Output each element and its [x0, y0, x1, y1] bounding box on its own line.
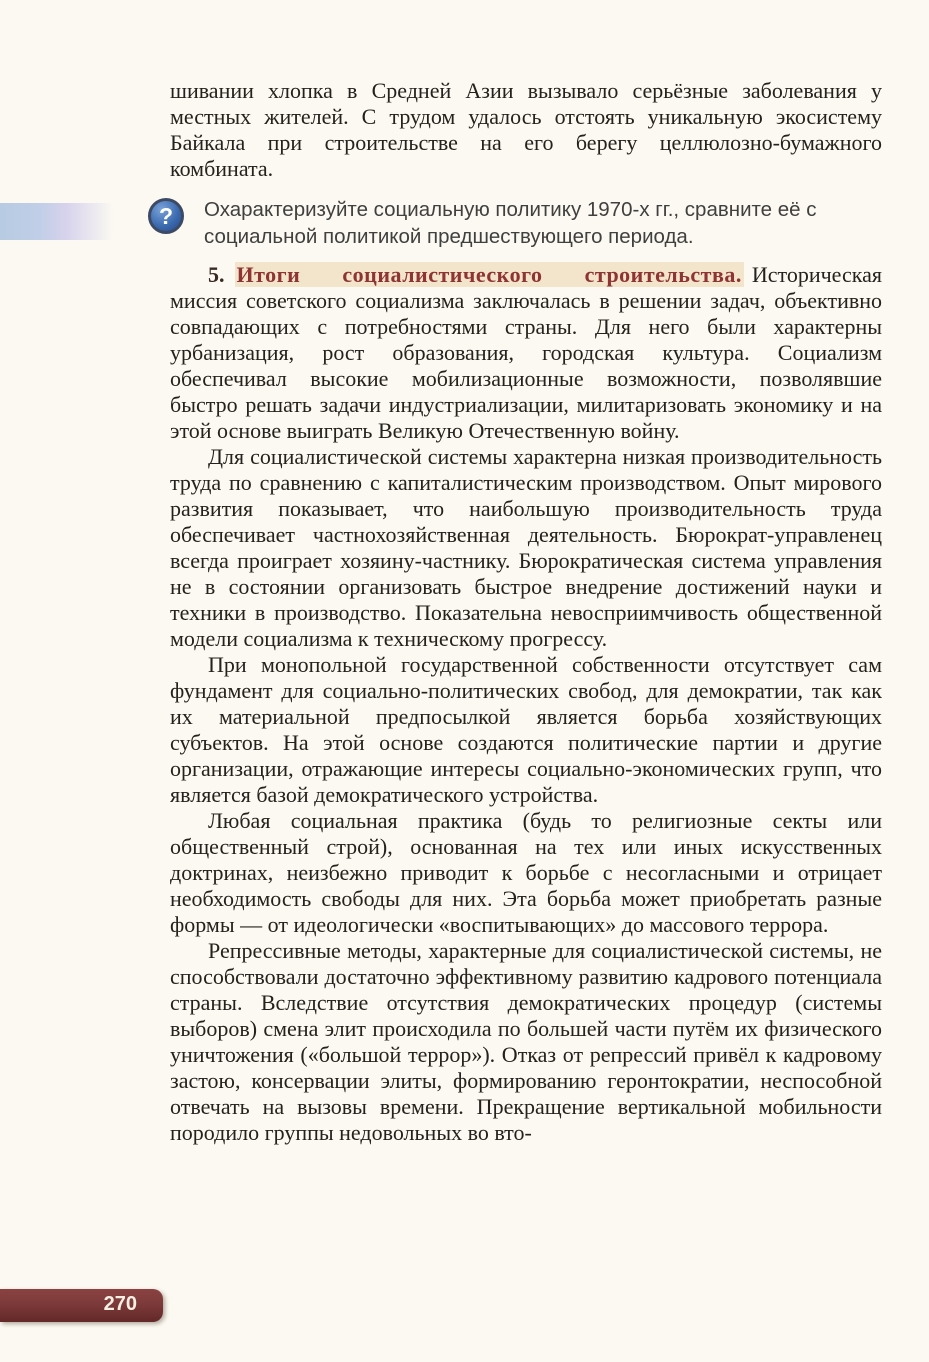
body-paragraph: При монопольной государственной собственности отсутствует сам фундамент для социально-политических свобод, для демократии, так как их материальной предпосылкой является борьба хозяйствующих субъектов. На этой основе создаются политические партии и другие организации, отражающие интересы социально-экономических групп, что является базой демократического устройства.: [170, 652, 882, 807]
body-paragraph: Для социалистической системы характерна низкая производительность труда по сравнению с капиталистическим производством. Опыт мирового развития показывает, что наибольшую производительность труда обеспечивает частнохозяйственная деятельность. Бюрократ-управленец всегда проиграет хозяину-частнику. Бюрократическая система управления не в состоянии организовать быстрое внедрение достижений науки и техники в производство. Показательна невосприимчивость общественной модели социализма к техническому прогрессу.: [170, 444, 882, 651]
body-paragraph: Репрессивные методы, характерные для социалистической системы, не способствовали достаточно эффективному развитию кадрового потенциала страны. Вследствие отсутствия демократических процедур (системы выборов) смена элит происходила по большей части путём их физического уничтожения («большой террор»). Отказ от репрессий привёл к кадровому застою, консервации элиты, формированию геронтократии, неспособной отвечать на вызовы времени. Прекращение вертикальной мобильности породило группы недовольных во вто-: [170, 938, 882, 1145]
paragraph-continuation: шивании хлопка в Средней Азии вызывало серьёзные заболевания у местных жителей. С трудом удалось отстоять уникальную экосистему Байкала при строительстве на его берегу целлюлозно-бумажного комбината.: [170, 78, 882, 181]
page-number: 270: [103, 1293, 137, 1315]
decorative-header-artwork: [0, 0, 929, 80]
question-mark-icon: ?: [148, 198, 184, 234]
text-column: [158, 78, 882, 1146]
page-number-bar: [0, 1289, 163, 1322]
question-text: Охарактеризуйте социальную политику 1970-х гг., сравните её с социальной политикой предшествующего периода.: [204, 198, 817, 248]
section-heading-paragraph: [170, 262, 882, 444]
margin-blue-strip: [0, 203, 113, 240]
section-number: 5.: [208, 262, 225, 287]
section-lead-text: Историческая миссия советского социализма заключалась в решении задач, объективно совпадающих с потребностями страны. Для него были характерны урбанизация, рост образования, городская культура. Социализм обеспечивал высокие мобилизационные возможности, позволявшие быстро решать задачи индустриализации, милитаризовать экономику и на этой основе выиграть Великую Отечественную войну.: [170, 262, 882, 443]
section-title: Итоги социалистического строительства.: [236, 262, 742, 287]
body-paragraph: Любая социальная практика (будь то религиозные секты или общественный строй), основанная на тех или иных искусственных доктринах, неизбежно приводит к борьбе с несогласными и отрицает необходимость свободы для них. Эта борьба может приобретать разные формы — от идеологически «воспитывающих» до массового террора.: [170, 808, 882, 937]
question-block: [148, 196, 882, 250]
